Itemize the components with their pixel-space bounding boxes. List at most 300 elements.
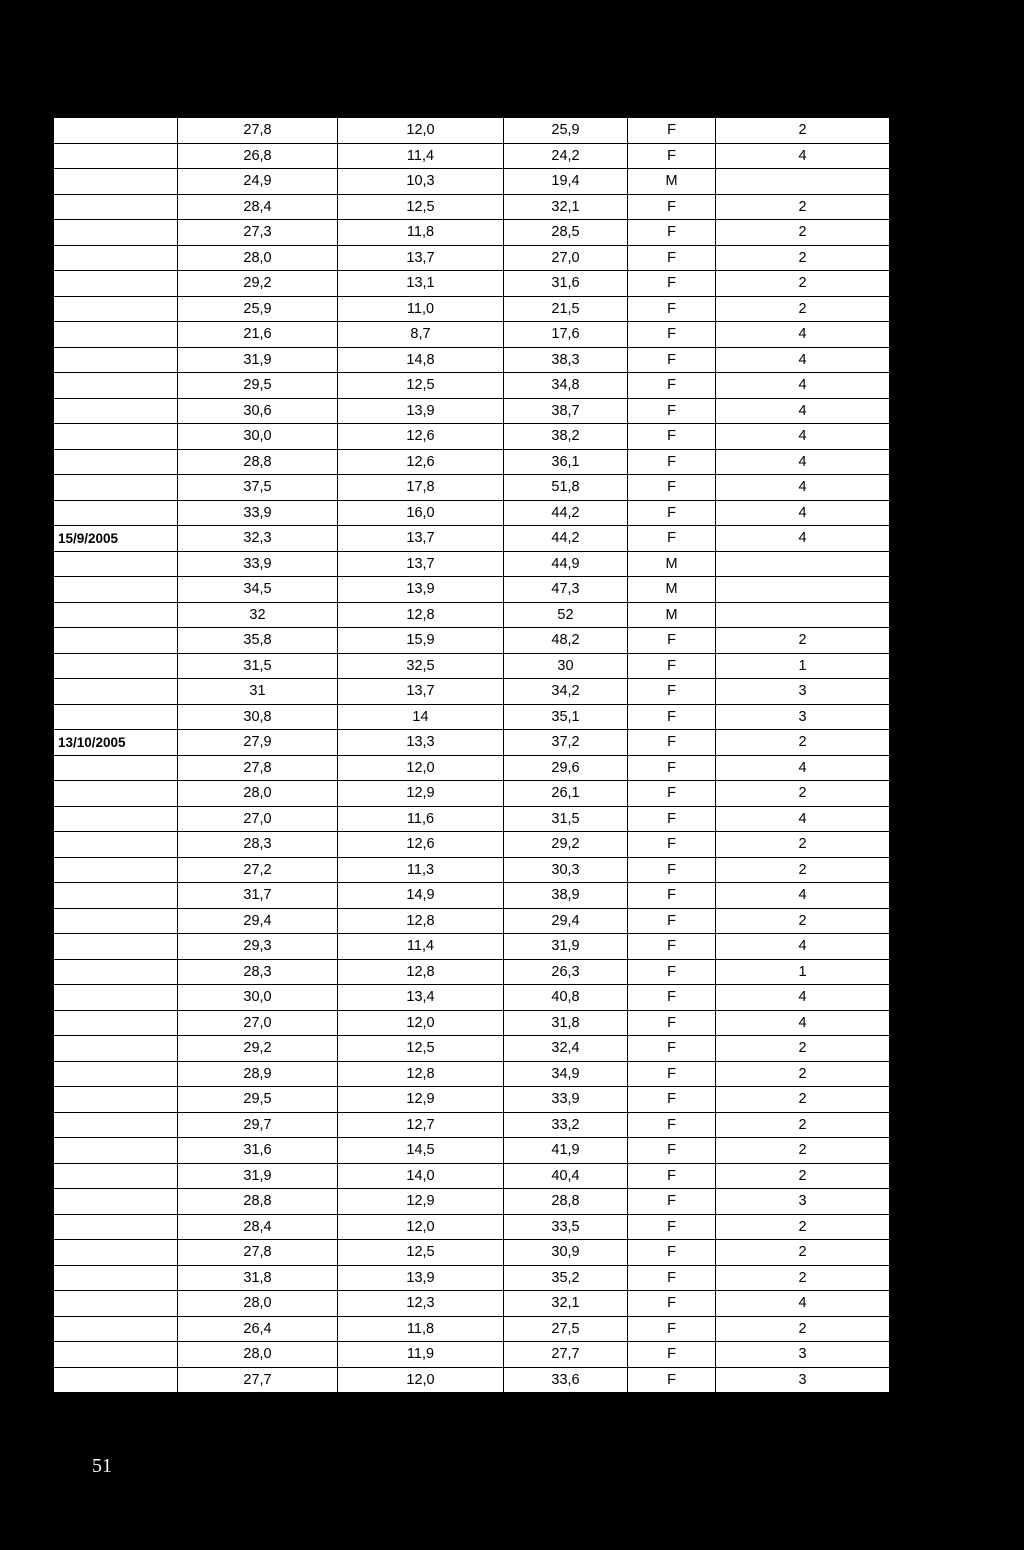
value-cell-1: 30,8 [178, 704, 338, 730]
date-cell [54, 1112, 178, 1138]
value-cell-3: 37,2 [504, 730, 628, 756]
value-cell-2: 12,0 [338, 1214, 504, 1240]
date-cell [54, 577, 178, 603]
count-cell: 2 [716, 245, 890, 271]
page-number: 51 [92, 1455, 112, 1477]
count-cell: 2 [716, 1265, 890, 1291]
sex-cell: F [628, 245, 716, 271]
value-cell-3: 40,8 [504, 985, 628, 1011]
sex-cell: F [628, 755, 716, 781]
table-row [54, 1163, 890, 1189]
value-cell-1: 27,8 [178, 118, 338, 144]
data-table [53, 117, 890, 1393]
value-cell-3: 33,6 [504, 1367, 628, 1393]
count-cell: 2 [716, 1214, 890, 1240]
sex-cell: F [628, 220, 716, 246]
value-cell-3: 38,9 [504, 883, 628, 909]
count-cell [716, 602, 890, 628]
value-cell-2: 12,9 [338, 1087, 504, 1113]
date-cell [54, 985, 178, 1011]
value-cell-3: 29,6 [504, 755, 628, 781]
sex-cell: F [628, 934, 716, 960]
table-row [54, 806, 890, 832]
count-cell: 4 [716, 322, 890, 348]
value-cell-2: 12,0 [338, 1010, 504, 1036]
count-cell: 1 [716, 653, 890, 679]
table-row [54, 1087, 890, 1113]
value-cell-3: 47,3 [504, 577, 628, 603]
table-row [54, 1291, 890, 1317]
value-cell-3: 28,5 [504, 220, 628, 246]
table-row [54, 551, 890, 577]
date-cell [54, 398, 178, 424]
count-cell: 3 [716, 1367, 890, 1393]
count-cell: 2 [716, 1240, 890, 1266]
date-cell [54, 551, 178, 577]
count-cell: 2 [716, 1316, 890, 1342]
value-cell-1: 26,8 [178, 143, 338, 169]
date-cell [54, 857, 178, 883]
table-row [54, 602, 890, 628]
date-cell [54, 220, 178, 246]
value-cell-3: 35,1 [504, 704, 628, 730]
table-row [54, 653, 890, 679]
date-cell [54, 475, 178, 501]
sex-cell: F [628, 1265, 716, 1291]
table-row [54, 832, 890, 858]
date-cell: 13/10/2005 [54, 730, 178, 756]
count-cell: 4 [716, 526, 890, 552]
value-cell-2: 12,0 [338, 118, 504, 144]
value-cell-3: 38,2 [504, 424, 628, 450]
value-cell-1: 28,4 [178, 194, 338, 220]
date-cell [54, 1061, 178, 1087]
table-row [54, 169, 890, 195]
value-cell-1: 31,9 [178, 1163, 338, 1189]
count-cell: 2 [716, 194, 890, 220]
value-cell-3: 30,9 [504, 1240, 628, 1266]
value-cell-1: 28,3 [178, 832, 338, 858]
count-cell: 2 [716, 857, 890, 883]
date-cell [54, 194, 178, 220]
table-row [54, 194, 890, 220]
table-row [54, 424, 890, 450]
sex-cell: F [628, 832, 716, 858]
value-cell-2: 13,7 [338, 245, 504, 271]
count-cell: 4 [716, 347, 890, 373]
value-cell-2: 11,4 [338, 934, 504, 960]
value-cell-3: 40,4 [504, 1163, 628, 1189]
value-cell-3: 32,1 [504, 1291, 628, 1317]
sex-cell: F [628, 1112, 716, 1138]
value-cell-1: 35,8 [178, 628, 338, 654]
table-row [54, 526, 890, 552]
count-cell: 2 [716, 628, 890, 654]
value-cell-1: 31,7 [178, 883, 338, 909]
value-cell-1: 28,4 [178, 1214, 338, 1240]
value-cell-2: 10,3 [338, 169, 504, 195]
value-cell-1: 27,9 [178, 730, 338, 756]
table-row [54, 577, 890, 603]
sex-cell: F [628, 1367, 716, 1393]
count-cell: 2 [716, 220, 890, 246]
count-cell: 4 [716, 883, 890, 909]
value-cell-2: 14,0 [338, 1163, 504, 1189]
value-cell-1: 21,6 [178, 322, 338, 348]
table-row [54, 1036, 890, 1062]
sex-cell: F [628, 857, 716, 883]
sex-cell: F [628, 985, 716, 1011]
value-cell-3: 30,3 [504, 857, 628, 883]
value-cell-3: 28,8 [504, 1189, 628, 1215]
value-cell-2: 12,5 [338, 1036, 504, 1062]
value-cell-3: 52 [504, 602, 628, 628]
count-cell: 4 [716, 475, 890, 501]
sex-cell: F [628, 1342, 716, 1368]
count-cell: 4 [716, 424, 890, 450]
table-row [54, 1214, 890, 1240]
value-cell-1: 28,0 [178, 245, 338, 271]
value-cell-3: 26,3 [504, 959, 628, 985]
table-row [54, 755, 890, 781]
count-cell: 2 [716, 296, 890, 322]
value-cell-2: 17,8 [338, 475, 504, 501]
value-cell-3: 34,8 [504, 373, 628, 399]
date-cell [54, 1087, 178, 1113]
sex-cell: M [628, 602, 716, 628]
value-cell-2: 12,0 [338, 1367, 504, 1393]
sex-cell: F [628, 781, 716, 807]
value-cell-3: 21,5 [504, 296, 628, 322]
count-cell: 4 [716, 373, 890, 399]
sex-cell: F [628, 1010, 716, 1036]
value-cell-1: 29,5 [178, 1087, 338, 1113]
value-cell-1: 30,0 [178, 985, 338, 1011]
sex-cell: F [628, 730, 716, 756]
sex-cell: F [628, 883, 716, 909]
count-cell: 4 [716, 143, 890, 169]
date-cell [54, 628, 178, 654]
value-cell-1: 29,2 [178, 1036, 338, 1062]
value-cell-3: 33,2 [504, 1112, 628, 1138]
value-cell-2: 14 [338, 704, 504, 730]
date-cell [54, 602, 178, 628]
count-cell: 4 [716, 449, 890, 475]
value-cell-3: 34,9 [504, 1061, 628, 1087]
count-cell: 2 [716, 1087, 890, 1113]
value-cell-2: 12,8 [338, 1061, 504, 1087]
sex-cell: F [628, 653, 716, 679]
date-cell [54, 959, 178, 985]
sex-cell: F [628, 628, 716, 654]
date-cell [54, 1163, 178, 1189]
table-row [54, 1240, 890, 1266]
table-row [54, 296, 890, 322]
value-cell-2: 12,6 [338, 832, 504, 858]
table-row [54, 271, 890, 297]
value-cell-3: 33,5 [504, 1214, 628, 1240]
value-cell-1: 28,0 [178, 1342, 338, 1368]
count-cell [716, 169, 890, 195]
value-cell-1: 31 [178, 679, 338, 705]
sex-cell: F [628, 322, 716, 348]
value-cell-1: 30,6 [178, 398, 338, 424]
value-cell-1: 30,0 [178, 424, 338, 450]
value-cell-1: 32 [178, 602, 338, 628]
value-cell-2: 13,9 [338, 398, 504, 424]
sex-cell: F [628, 1061, 716, 1087]
value-cell-1: 27,7 [178, 1367, 338, 1393]
value-cell-3: 24,2 [504, 143, 628, 169]
sex-cell: F [628, 373, 716, 399]
table-row [54, 628, 890, 654]
sex-cell: F [628, 1291, 716, 1317]
value-cell-1: 28,8 [178, 449, 338, 475]
value-cell-2: 13,9 [338, 577, 504, 603]
value-cell-1: 28,0 [178, 1291, 338, 1317]
table-row [54, 704, 890, 730]
value-cell-1: 29,7 [178, 1112, 338, 1138]
table-row [54, 347, 890, 373]
value-cell-1: 28,9 [178, 1061, 338, 1087]
value-cell-2: 13,1 [338, 271, 504, 297]
date-cell [54, 347, 178, 373]
count-cell: 2 [716, 730, 890, 756]
date-cell [54, 1189, 178, 1215]
value-cell-3: 38,3 [504, 347, 628, 373]
sex-cell: F [628, 806, 716, 832]
date-cell [54, 1214, 178, 1240]
table-row [54, 908, 890, 934]
table-row [54, 118, 890, 144]
value-cell-1: 28,8 [178, 1189, 338, 1215]
date-cell [54, 1265, 178, 1291]
sex-cell: F [628, 475, 716, 501]
table-row [54, 883, 890, 909]
value-cell-2: 13,7 [338, 679, 504, 705]
count-cell: 4 [716, 1291, 890, 1317]
value-cell-2: 13,7 [338, 526, 504, 552]
date-cell [54, 1010, 178, 1036]
sex-cell: F [628, 424, 716, 450]
value-cell-2: 11,0 [338, 296, 504, 322]
table-row [54, 1316, 890, 1342]
value-cell-2: 12,3 [338, 1291, 504, 1317]
count-cell: 2 [716, 1036, 890, 1062]
value-cell-2: 12,5 [338, 373, 504, 399]
date-cell: 15/9/2005 [54, 526, 178, 552]
value-cell-3: 29,2 [504, 832, 628, 858]
value-cell-1: 32,3 [178, 526, 338, 552]
table-row [54, 985, 890, 1011]
date-cell [54, 424, 178, 450]
table-row [54, 1189, 890, 1215]
value-cell-3: 44,9 [504, 551, 628, 577]
date-cell [54, 1240, 178, 1266]
value-cell-2: 14,5 [338, 1138, 504, 1164]
date-cell [54, 755, 178, 781]
value-cell-2: 13,4 [338, 985, 504, 1011]
table-row [54, 1112, 890, 1138]
value-cell-1: 27,8 [178, 1240, 338, 1266]
table-row [54, 373, 890, 399]
table-row [54, 1010, 890, 1036]
sex-cell: F [628, 959, 716, 985]
value-cell-1: 26,4 [178, 1316, 338, 1342]
value-cell-3: 27,0 [504, 245, 628, 271]
count-cell: 4 [716, 806, 890, 832]
table-row [54, 679, 890, 705]
sex-cell: F [628, 1214, 716, 1240]
value-cell-3: 35,2 [504, 1265, 628, 1291]
sex-cell: F [628, 704, 716, 730]
count-cell: 2 [716, 1061, 890, 1087]
count-cell: 4 [716, 398, 890, 424]
date-cell [54, 1291, 178, 1317]
sex-cell: F [628, 1087, 716, 1113]
date-cell [54, 1036, 178, 1062]
table-row [54, 730, 890, 756]
table-row [54, 1265, 890, 1291]
value-cell-3: 38,7 [504, 398, 628, 424]
sex-cell: F [628, 1189, 716, 1215]
value-cell-1: 34,5 [178, 577, 338, 603]
count-cell: 4 [716, 934, 890, 960]
value-cell-1: 31,8 [178, 1265, 338, 1291]
sex-cell: M [628, 169, 716, 195]
value-cell-2: 12,6 [338, 449, 504, 475]
value-cell-1: 25,9 [178, 296, 338, 322]
value-cell-3: 17,6 [504, 322, 628, 348]
date-cell [54, 373, 178, 399]
value-cell-1: 24,9 [178, 169, 338, 195]
count-cell: 4 [716, 985, 890, 1011]
value-cell-1: 28,0 [178, 781, 338, 807]
date-cell [54, 781, 178, 807]
value-cell-1: 29,3 [178, 934, 338, 960]
value-cell-1: 37,5 [178, 475, 338, 501]
value-cell-3: 36,1 [504, 449, 628, 475]
value-cell-3: 31,6 [504, 271, 628, 297]
value-cell-1: 27,2 [178, 857, 338, 883]
value-cell-3: 32,1 [504, 194, 628, 220]
table-row [54, 322, 890, 348]
table-body [54, 118, 890, 1393]
value-cell-2: 12,8 [338, 908, 504, 934]
value-cell-2: 13,9 [338, 1265, 504, 1291]
value-cell-3: 34,2 [504, 679, 628, 705]
value-cell-2: 11,6 [338, 806, 504, 832]
sex-cell: F [628, 143, 716, 169]
value-cell-1: 31,9 [178, 347, 338, 373]
table-row [54, 1061, 890, 1087]
count-cell: 2 [716, 271, 890, 297]
value-cell-2: 8,7 [338, 322, 504, 348]
value-cell-1: 29,2 [178, 271, 338, 297]
sex-cell: F [628, 449, 716, 475]
value-cell-2: 14,9 [338, 883, 504, 909]
count-cell: 2 [716, 781, 890, 807]
date-cell [54, 271, 178, 297]
value-cell-3: 31,8 [504, 1010, 628, 1036]
value-cell-2: 12,8 [338, 959, 504, 985]
value-cell-2: 12,9 [338, 781, 504, 807]
table-row [54, 934, 890, 960]
value-cell-2: 11,9 [338, 1342, 504, 1368]
value-cell-3: 25,9 [504, 118, 628, 144]
value-cell-3: 30 [504, 653, 628, 679]
value-cell-3: 26,1 [504, 781, 628, 807]
count-cell: 3 [716, 704, 890, 730]
value-cell-2: 12,6 [338, 424, 504, 450]
table-row [54, 449, 890, 475]
value-cell-3: 32,4 [504, 1036, 628, 1062]
date-cell [54, 1138, 178, 1164]
value-cell-2: 16,0 [338, 500, 504, 526]
value-cell-3: 48,2 [504, 628, 628, 654]
count-cell [716, 551, 890, 577]
date-cell [54, 883, 178, 909]
value-cell-2: 32,5 [338, 653, 504, 679]
value-cell-1: 27,3 [178, 220, 338, 246]
table-row [54, 1367, 890, 1393]
date-cell [54, 245, 178, 271]
table-row [54, 245, 890, 271]
date-cell [54, 653, 178, 679]
table-row [54, 1138, 890, 1164]
value-cell-2: 15,9 [338, 628, 504, 654]
count-cell: 4 [716, 755, 890, 781]
sex-cell: F [628, 1163, 716, 1189]
date-cell [54, 704, 178, 730]
count-cell: 2 [716, 1163, 890, 1189]
value-cell-3: 27,5 [504, 1316, 628, 1342]
count-cell: 2 [716, 1112, 890, 1138]
sex-cell: F [628, 526, 716, 552]
date-cell [54, 806, 178, 832]
date-cell [54, 934, 178, 960]
date-cell [54, 449, 178, 475]
sex-cell: F [628, 271, 716, 297]
count-cell: 3 [716, 1189, 890, 1215]
sex-cell: F [628, 1036, 716, 1062]
count-cell: 3 [716, 679, 890, 705]
sex-cell: F [628, 500, 716, 526]
value-cell-1: 31,6 [178, 1138, 338, 1164]
date-cell [54, 500, 178, 526]
value-cell-1: 33,9 [178, 500, 338, 526]
count-cell [716, 577, 890, 603]
value-cell-2: 11,3 [338, 857, 504, 883]
value-cell-2: 12,7 [338, 1112, 504, 1138]
sex-cell: F [628, 398, 716, 424]
table-row [54, 220, 890, 246]
value-cell-2: 11,8 [338, 1316, 504, 1342]
value-cell-3: 41,9 [504, 1138, 628, 1164]
date-cell [54, 1316, 178, 1342]
value-cell-2: 13,3 [338, 730, 504, 756]
table-row [54, 781, 890, 807]
value-cell-2: 12,0 [338, 755, 504, 781]
value-cell-3: 19,4 [504, 169, 628, 195]
count-cell: 4 [716, 1010, 890, 1036]
value-cell-1: 29,4 [178, 908, 338, 934]
value-cell-2: 11,4 [338, 143, 504, 169]
date-cell [54, 169, 178, 195]
sex-cell: F [628, 347, 716, 373]
value-cell-1: 31,5 [178, 653, 338, 679]
table-row [54, 1342, 890, 1368]
